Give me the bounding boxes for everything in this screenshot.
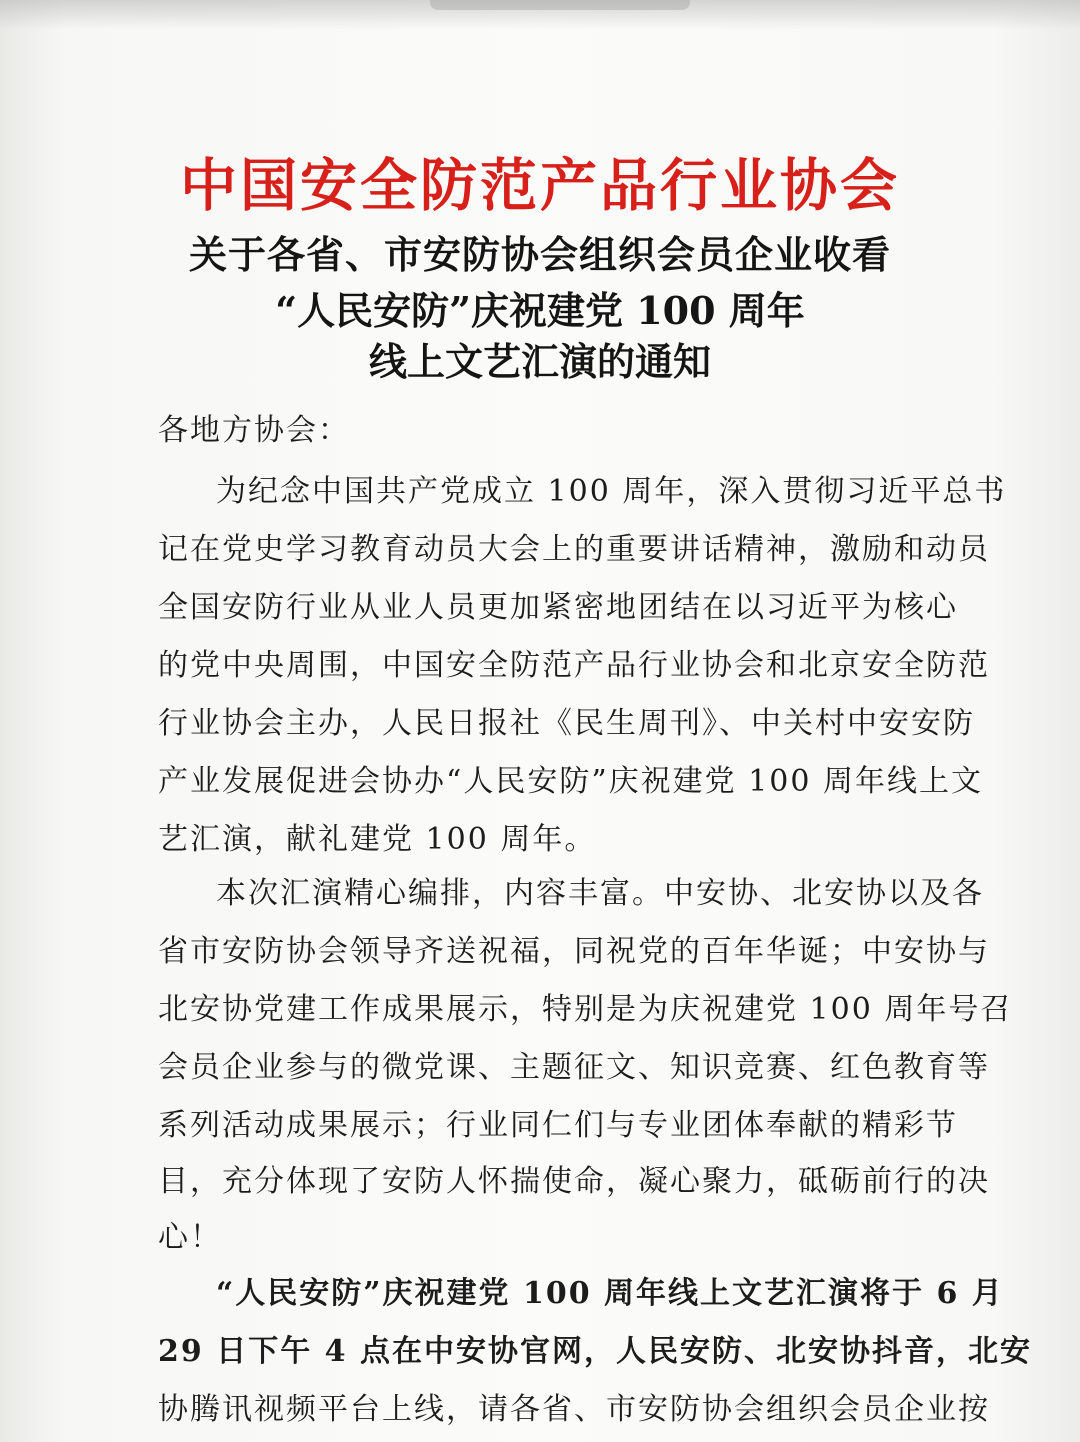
paragraph-2-line: 目，充分体现了安防人怀揣使命，凝心聚力，砥砺前行的决 [158,1164,990,1199]
paragraph-2-line: 本次汇演精心编排，内容丰富。中安协、北安协以及各 [216,876,984,911]
notice-title-line-1: 关于各省、市安防协会组织会员企业收看 [188,232,891,277]
paragraph-1-line: 行业协会主办，人民日报社《民生周刊》、中关村中安安防 [158,706,975,741]
notice-title-line-3: 线上文艺汇演的通知 [368,339,711,384]
notice-title-line-2: “人民安防”庆祝建党 100 周年 [275,288,805,333]
paragraph-1-line: 的党中央周围，中国安全防范产品行业协会和北京安全防范 [158,648,990,683]
paragraph-2-line: 北安协党建工作成果展示，特别是为庆祝建党 100 周年号召 [158,992,1013,1027]
organization-title: 中国安全防范产品行业协会 [180,152,900,219]
paragraph-2-line: 心！ [158,1220,222,1255]
paragraph-1-line: 全国安防行业从业人员更加紧密地团结在以习近平为核心 [158,590,958,625]
paragraph-1-line: 艺汇演，献礼建党 100 周年。 [158,822,597,857]
paragraph-3-line: 29 日下午 4 点在中安协官网，人民安防、北安协抖音，北安 [158,1334,1032,1369]
paragraph-3-line: 协腾讯视频平台上线，请各省、市安防协会组织会员企业按 [158,1392,990,1427]
paragraph-3-line: “人民安防”庆祝建党 100 周年线上文艺汇演将于 6 月 [216,1276,1004,1311]
salutation: 各地方协会： [158,413,350,448]
paragraph-2-line: 会员企业参与的微党课、主题征文、知识竞赛、红色教育等 [158,1050,990,1085]
paragraph-2-line: 省市安防协会领导齐送祝福，同祝党的百年华诞；中安协与 [158,934,990,969]
binder-clip-mark [430,0,690,10]
paragraph-2-line: 系列活动成果展示；行业同仁们与专业团体奉献的精彩节 [158,1108,958,1143]
paragraph-1-line: 记在党史学习教育动员大会上的重要讲话精神，激励和动员 [158,532,990,567]
paragraph-1-line: 产业发展促进会协办“人民安防”庆祝建党 100 周年线上文 [158,764,984,799]
paragraph-1-line: 为纪念中国共产党成立 100 周年，深入贯彻习近平总书 [216,474,1007,509]
